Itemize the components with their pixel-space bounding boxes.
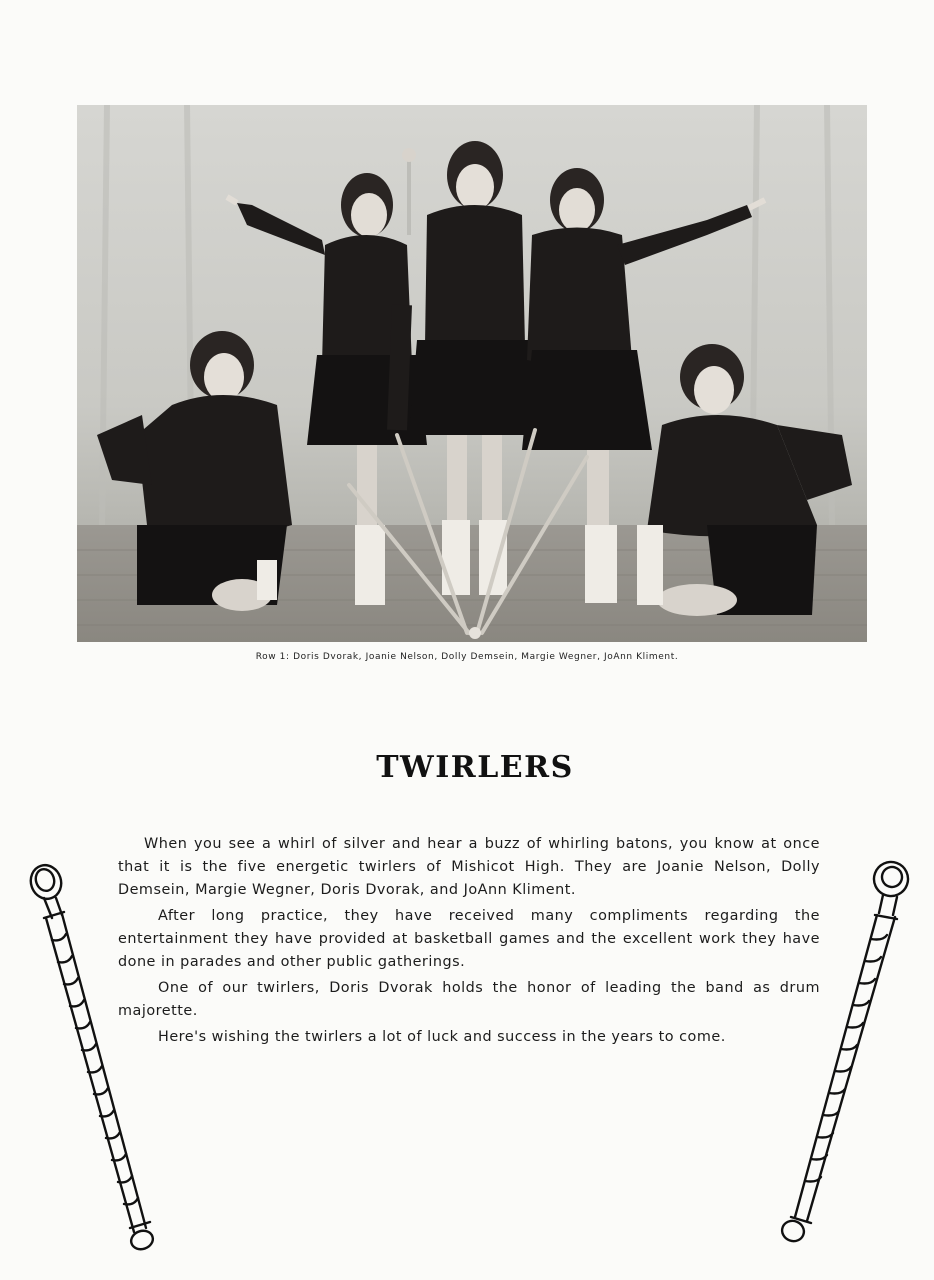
baton-icon: [775, 855, 920, 1245]
paragraph: When you see a whirl of silver and hear a buzz of whirling batons, you know at once that it is the five energetic twirlers of Mishicot High. They are Joanie Nelson, Dolly Demsein, Margie Wegner, Doris Dvorak, and JoAnn Kliment.: [118, 836, 820, 898]
twirlers-group-photo: [77, 105, 867, 642]
photo-caption: Row 1: Doris Dvorak, Joanie Nelson, Dolly Demsein, Margie Wegner, JoAnn Kliment.: [255, 652, 679, 662]
page-title: TWIRLERS: [376, 750, 574, 785]
baton-icon: [22, 860, 162, 1255]
article-body: [118, 833, 820, 1049]
paragraph: Here's wishing the twirlers a lot of luck and success in the years to come.: [158, 1029, 726, 1045]
paragraph: One of our twirlers, Doris Dvorak holds the honor of leading the band as drum majorette.: [118, 980, 820, 1019]
paragraph: After long practice, they have received many compliments regarding the entertainment they have provided at basketball games and the excellent work they have done in parades and other public gatherings.: [118, 908, 820, 970]
